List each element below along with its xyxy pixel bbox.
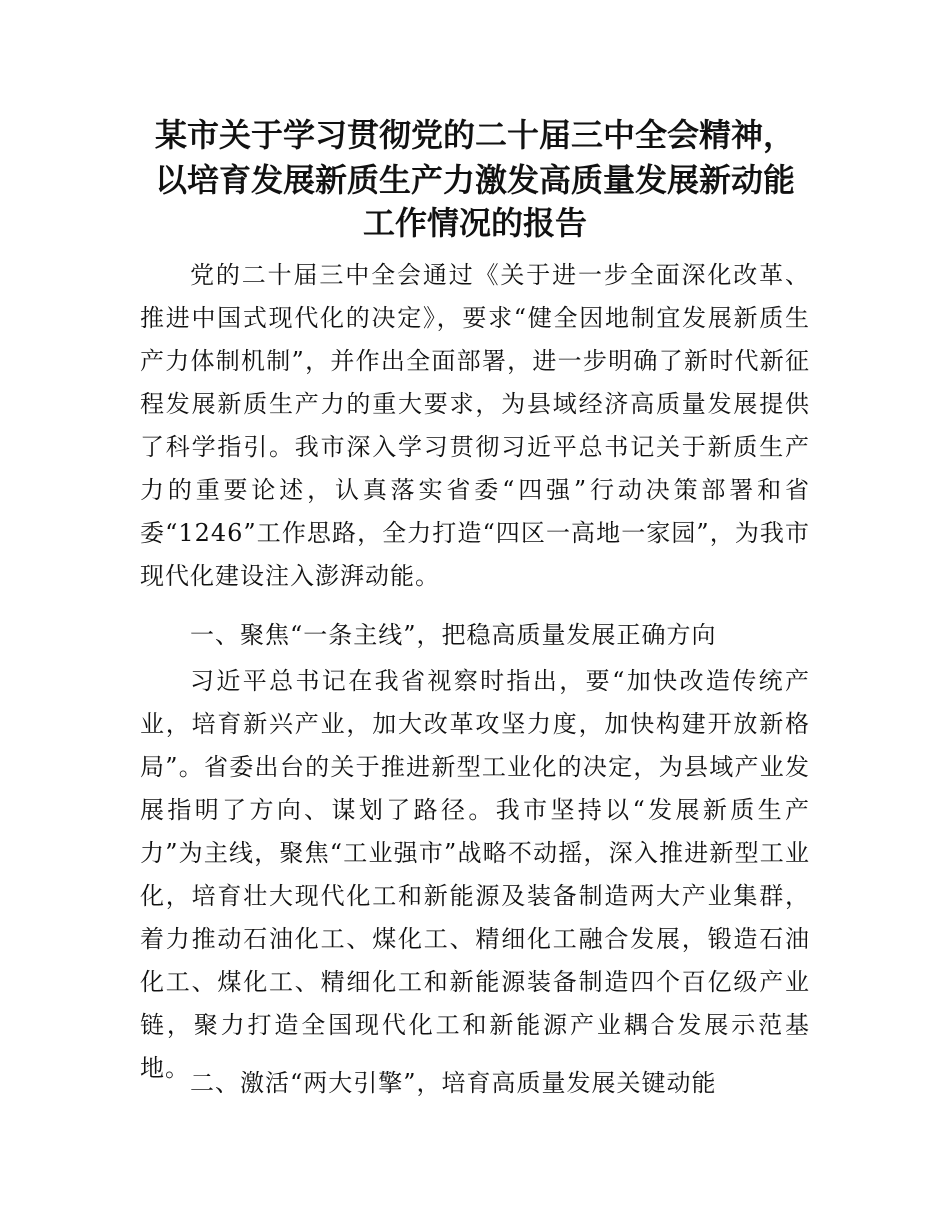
section-1-paragraph: 习近平总书记在我省视察时指出，要“加快改造传统产业，培育新兴产业，加大改革攻坚力度，加快构建开放新格局”。省委出台的关于推进新型工业化的决定，为县域产业发展指明了方向、谋划了路径。我市坚持以“发展新质生产力”为主线，聚焦“工业强市”战略不动摇，深入推进新型工业化，培育壮大现代化工和新能源及装备制造两大产业集群，着力推动石油化工、煤化工、精细化工融合发展，锻造石油化工、煤化工、精细化工和新能源装备制造四个百亿级产业链，聚力打造全国现代化工和新能源产业耦合发展示范基地。 [140,667,810,1082]
document-title-line-1: 某市关于学习贯彻党的二十届三中全会精神， [154,116,795,154]
intro-paragraph: 党的二十届三中全会通过《关于进一步全面深化改革、推进中国式现代化的决定》，要求“健全因地制宜发展新质生产力体制机制”，并作出全面部署，进一步明确了新时代新征程发展新质生产力的重大要求，为县域经济高质量发展提供了科学指引。我市深入学习贯彻习近平总书记关于新质生产力的重要论述，认真落实省委“四强”行动决策部署和省委“1246”工作思路，全力打造“四区一高地一家园”，为我市现代化建设注入澎湃动能。 [140,261,810,590]
section-2-heading: 二、激活“两大引擎”，培育高质量发展关键动能 [190,1069,717,1097]
section-1-heading: 一、聚焦“一条主线”，把稳高质量发展正确方向 [190,621,717,649]
document-title-line-2: 以培育发展新质生产力激发高质量发展新动能 [154,161,795,199]
document-title-line-3: 工作情况的报告 [362,204,587,242]
